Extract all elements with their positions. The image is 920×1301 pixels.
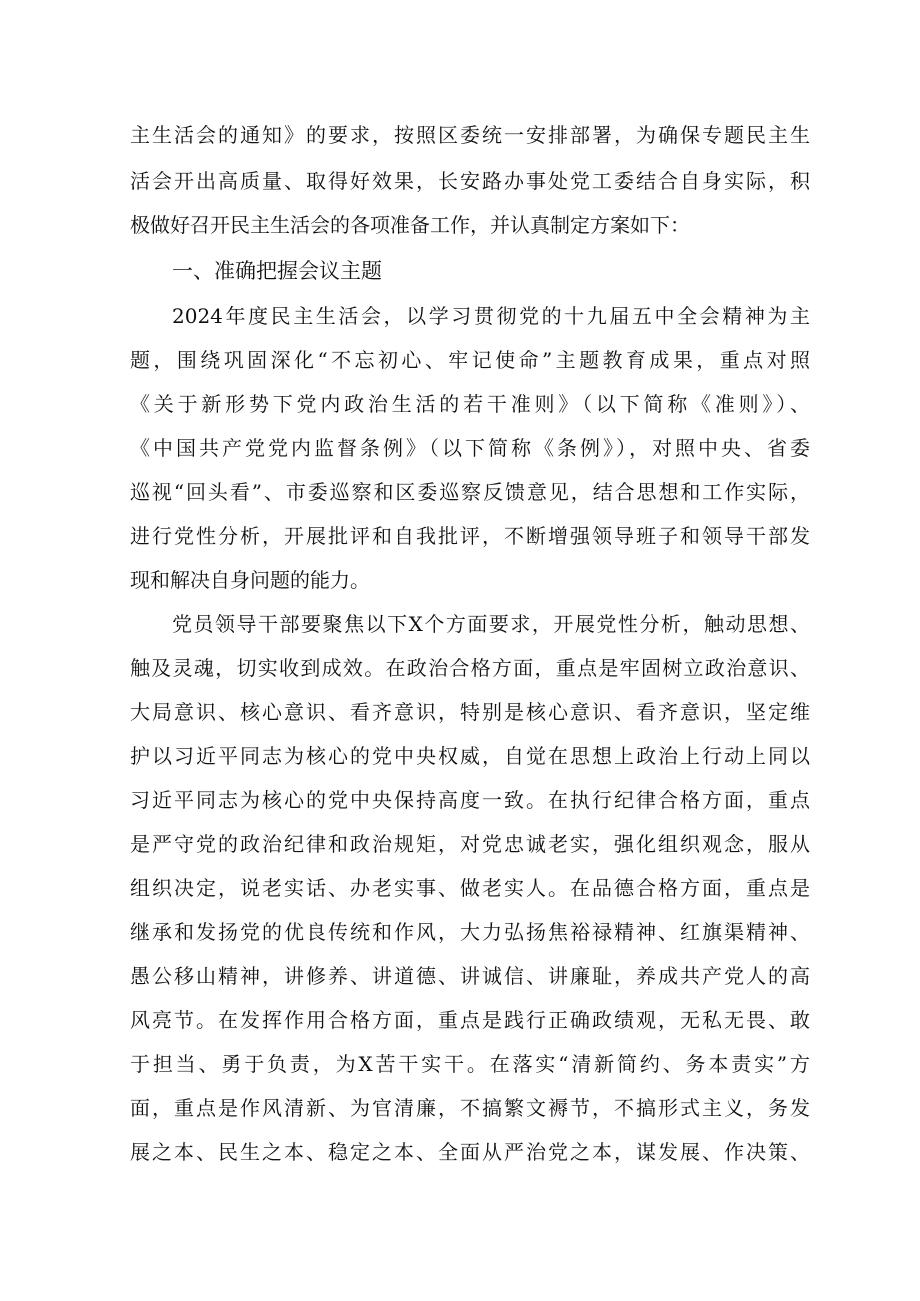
paragraph1-line-3: 《关于新形势下党内政治生活的若干准则》（以下简称《准则》）、 <box>130 392 810 416</box>
paragraph1-line-2: 题，围绕巩固深化“不忘初心、牢记使命”主题教育成果，重点对照 <box>130 348 810 372</box>
intro-line-1: 主生活会的通知》的要求，按照区委统一安排部署，为确保专题民主生 <box>130 123 810 147</box>
paragraph1-line-5: 巡视“回头看”、市委巡察和区委巡察反馈意见，结合思想和工作实际， <box>130 480 810 504</box>
paragraph1-line-7: 现和解决自身问题的能力。 <box>130 568 370 592</box>
paragraph2-line-2: 触及灵魂，切实收到成效。在政治合格方面，重点是牢固树立政治意识、 <box>130 656 810 680</box>
paragraph1-line-1: 2024年度民主生活会，以学习贯彻党的十九届五中全会精神为主 <box>172 304 810 328</box>
paragraph2-line-1: 党员领导干部要聚焦以下X个方面要求，开展党性分析，触动思想、 <box>172 612 810 636</box>
paragraph2-line-12: 面，重点是作风清新、为官清廉，不搞繁文褥节，不搞形式主义，务发 <box>130 1096 810 1120</box>
paragraph2-line-11: 于担当、勇于负责，为X苦干实干。在落实“清新简约、务本责实”方 <box>130 1052 810 1076</box>
paragraph1-line-4: 《中国共产党党内监督条例》（以下简称《条例》），对照中央、省委 <box>130 436 810 460</box>
intro-line-3: 极做好召开民主生活会的各项准备工作，并认真制定方案如下： <box>130 213 690 237</box>
paragraph2-line-10: 风亮节。在发挥作用合格方面，重点是践行正确政绩观，无私无畏、敢 <box>130 1008 810 1032</box>
paragraph2-line-5: 习近平同志为核心的党中央保持高度一致。在执行纪律合格方面，重点 <box>130 788 810 812</box>
paragraph1-line-6: 进行党性分析，开展批评和自我批评，不断增强领导班子和领导干部发 <box>130 524 810 548</box>
paragraph2-line-13: 展之本、民生之本、稳定之本、全面从严治党之本，谋发展、作决策、 <box>130 1140 810 1164</box>
paragraph2-line-4: 护以习近平同志为核心的党中央权威，自觉在思想上政治上行动上同以 <box>130 744 810 768</box>
section-heading: 一、准确把握会议主题 <box>172 259 382 283</box>
intro-line-2: 活会开出高质量、取得好效果，长安路办事处党工委结合自身实际，积 <box>130 169 810 193</box>
paragraph2-line-9: 愚公移山精神，讲修养、讲道德、讲诚信、讲廉耻，养成共产党人的高 <box>130 964 810 988</box>
paragraph2-line-6: 是严守党的政治纪律和政治规矩，对党忠诚老实，强化组织观念，服从 <box>130 832 810 856</box>
paragraph2-line-8: 继承和发扬党的优良传统和作风，大力弘扬焦裕禄精神、红旗渠精神、 <box>130 920 810 944</box>
paragraph2-line-3: 大局意识、核心意识、看齐意识，特别是核心意识、看齐意识，坚定维 <box>130 700 810 724</box>
paragraph2-line-7: 组织决定，说老实话、办老实事、做老实人。在品德合格方面，重点是 <box>130 876 810 900</box>
